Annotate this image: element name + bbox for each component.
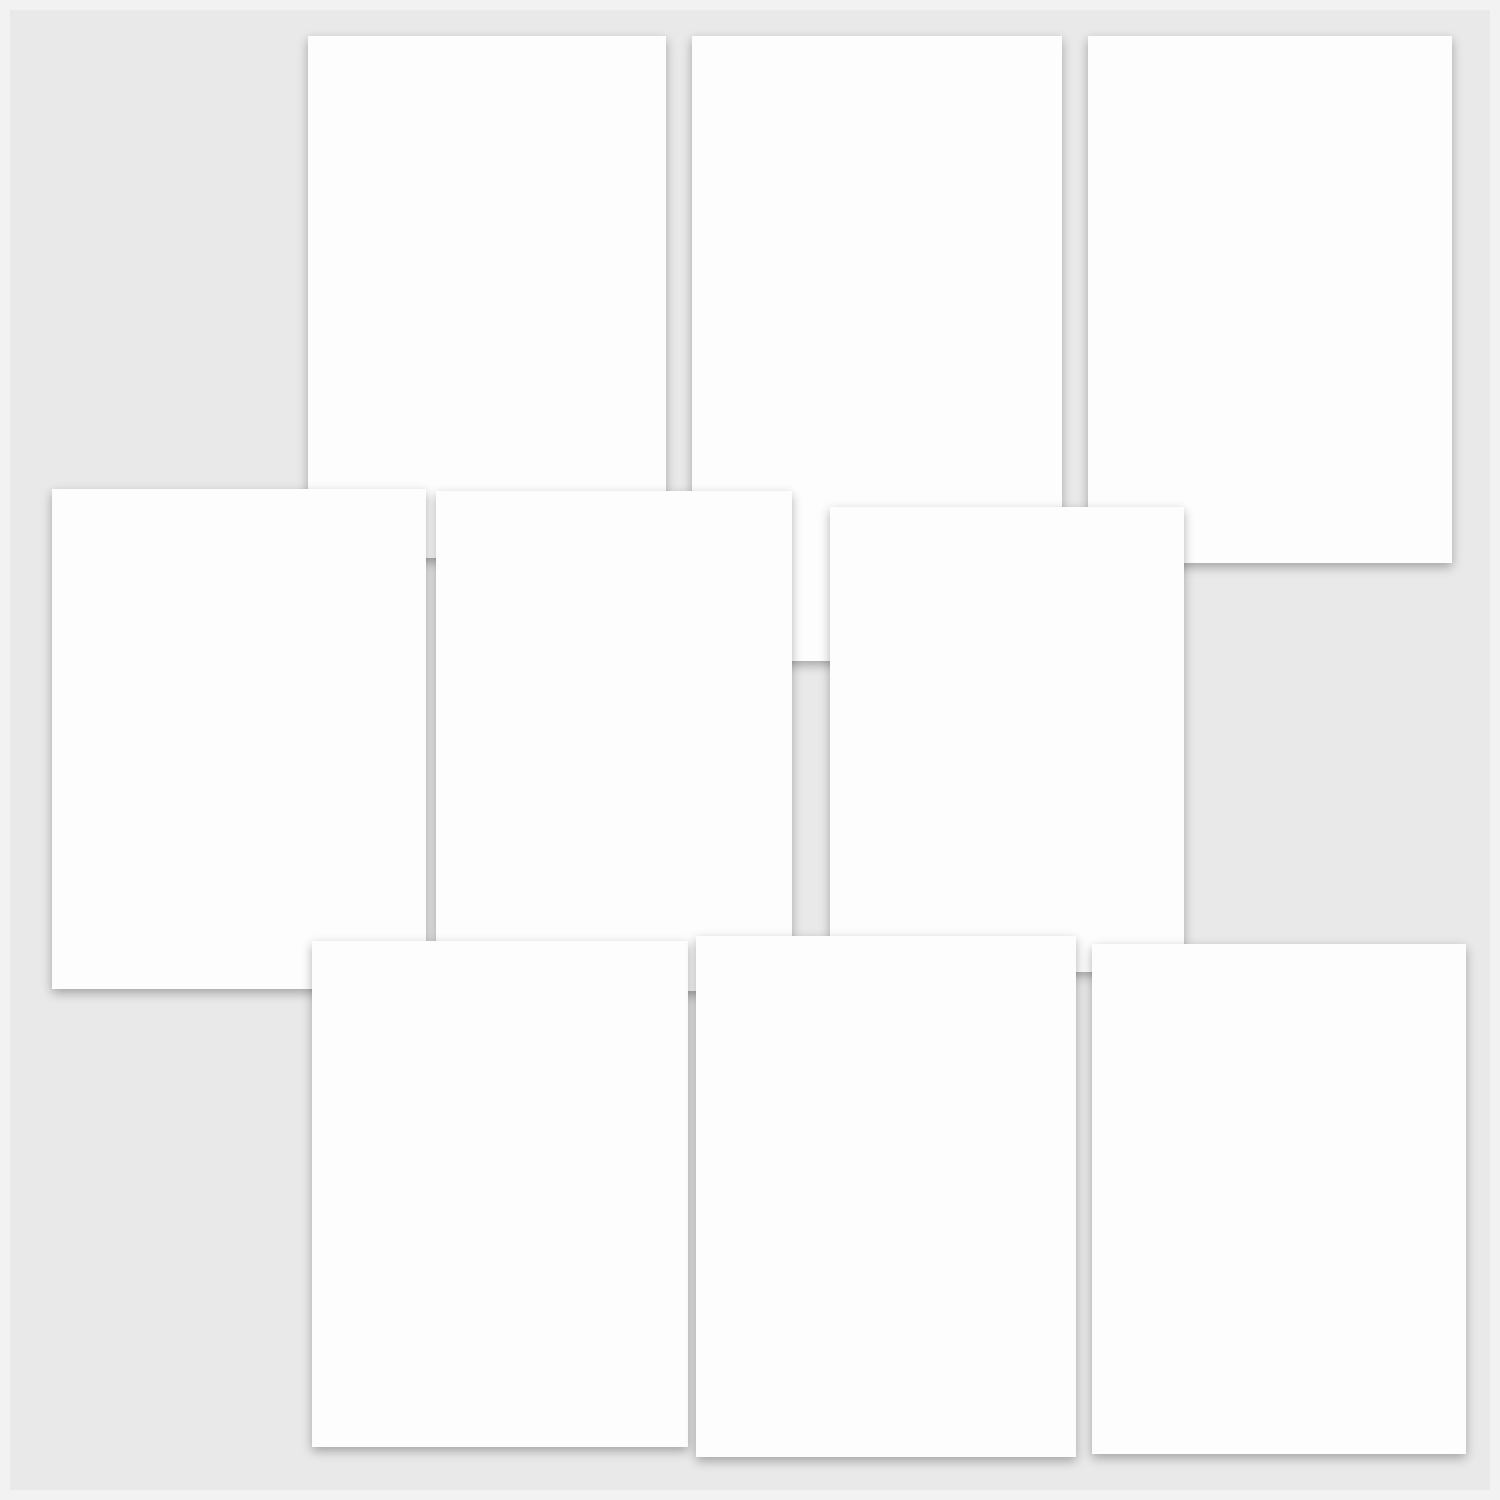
page-header [436,491,792,500]
flylady-at-a-glance-page [830,507,1184,972]
page-header [830,507,1184,516]
page-title [52,491,426,501]
cleaning-hacks-page [696,936,1076,1457]
declutter-challenge-page [52,489,426,989]
quarterly-cleaning-schedule-page [436,491,792,991]
laundry-schedule-page [1092,944,1466,1454]
zone-cleaning-tasks-page [312,941,688,1447]
pet-cleaning-checklist-page [1088,36,1452,563]
title-script [692,36,1062,46]
page-header [696,936,1076,945]
page-header [1092,944,1466,953]
page-header [1088,36,1452,45]
page-header [312,941,688,950]
weekly-cleaning-schedule-page [308,36,666,558]
page-header [308,36,666,45]
